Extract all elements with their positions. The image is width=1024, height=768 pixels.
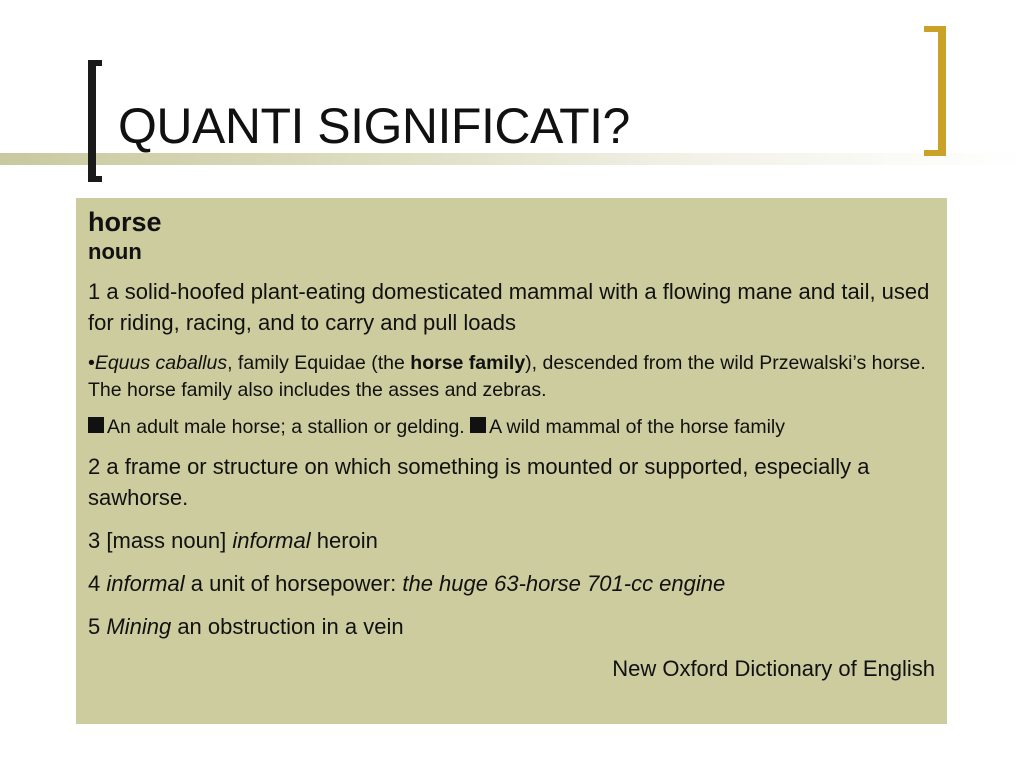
- sense-number: 4: [88, 571, 101, 596]
- sense-number: 3: [88, 528, 101, 553]
- headword: horse: [88, 207, 162, 237]
- dictionary-entry-box: [76, 198, 947, 724]
- square-bullet-icon: [470, 417, 486, 433]
- subsense-2: A wild mammal of the horse family: [489, 416, 785, 438]
- subsense-1: An adult male horse; a stallion or gelding.: [107, 416, 465, 438]
- sense-text: heroin: [316, 528, 378, 553]
- sense-1: [88, 276, 935, 338]
- sense-2: [88, 451, 935, 513]
- sense-text: an obstruction in a vein: [177, 614, 404, 639]
- part-of-speech: noun: [88, 239, 142, 264]
- sense-prefix: [mass noun]: [106, 528, 227, 553]
- species-name: Equus caballus: [94, 352, 228, 374]
- sense-number: 5: [88, 614, 101, 639]
- bullet: •: [88, 352, 95, 374]
- usage-label: informal: [106, 571, 185, 596]
- example-phrase: the huge 63-horse 701-cc engine: [402, 571, 726, 596]
- sense-number: 1: [88, 279, 101, 304]
- slide-title: QUANTI SIGNIFICATI?: [118, 98, 630, 154]
- sense-number: 2: [88, 454, 101, 479]
- bold-term: horse family: [410, 352, 526, 374]
- sense-text: a frame or structure on which something is mounted or supported, especially a sawhorse.: [88, 454, 870, 510]
- sense-text: a unit of horsepower:: [190, 571, 397, 596]
- sense-5: [88, 611, 935, 642]
- square-bullet-icon: [88, 417, 104, 433]
- usage-label: informal: [232, 528, 311, 553]
- left-bracket-decoration: [88, 60, 102, 182]
- note-text-a: , family Equidae (the: [227, 352, 411, 374]
- sense-4: [88, 568, 935, 599]
- subsenses: [88, 414, 935, 441]
- sense-text: a solid-hoofed plant-eating domesticated mammal with a flowing mane and tail, used for riding, racing, and to carry and pull loads: [88, 279, 930, 335]
- source-citation: New Oxford Dictionary of English: [612, 656, 935, 681]
- sense-3: [88, 525, 935, 556]
- species-note: [88, 350, 935, 404]
- subject-label: Mining: [106, 614, 172, 639]
- note-text-b: ), descended from the wild Przewalski’s horse. The horse family also includes the asses and zebras.: [88, 352, 926, 401]
- right-bracket-decoration: [924, 26, 946, 156]
